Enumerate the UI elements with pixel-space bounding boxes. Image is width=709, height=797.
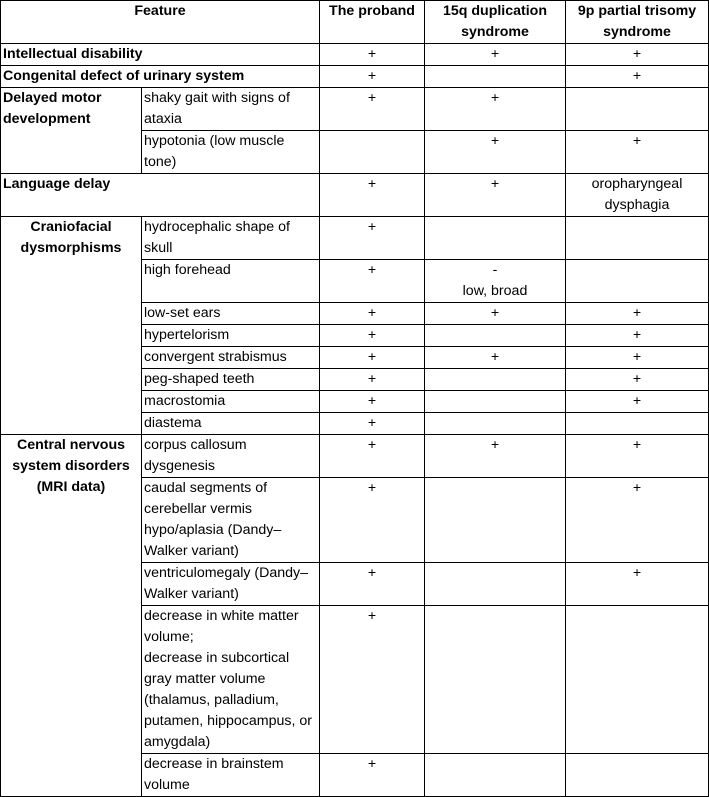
cell-15q: +	[425, 435, 566, 478]
table-row	[1, 44, 709, 66]
cell-9p: +	[566, 435, 709, 478]
cell-9p: +	[566, 303, 709, 325]
cell-9p	[566, 606, 709, 754]
cell-9p	[566, 217, 709, 260]
cell-proband: +	[320, 478, 425, 563]
cell-15q	[425, 325, 566, 347]
sub-label-line-1: decrease in white matter volume;	[144, 608, 299, 645]
cell-15q-mark: -	[492, 262, 498, 278]
header-row	[1, 1, 709, 44]
sub-label	[142, 606, 320, 754]
cell-proband: +	[320, 369, 425, 391]
sub-label: diastema	[142, 413, 320, 435]
cell-9p	[566, 413, 709, 435]
cell-9p	[566, 88, 709, 131]
cell-proband: +	[320, 606, 425, 754]
cell-15q	[425, 217, 566, 260]
cell-15q	[425, 563, 566, 606]
header-proband: The proband	[320, 1, 425, 44]
table-row	[1, 174, 709, 217]
sub-label: decrease in brainstem volume	[142, 754, 320, 797]
cell-15q: +	[425, 88, 566, 131]
cell-9p: +	[566, 391, 709, 413]
cell-proband: +	[320, 88, 425, 131]
group-label-craniofacial: Craniofacial dysmorphisms	[1, 217, 142, 435]
cell-9p	[566, 260, 709, 303]
cell-proband: +	[320, 754, 425, 797]
cell-proband: +	[320, 435, 425, 478]
row-label-urinary-defect: Congenital defect of urinary system	[1, 66, 320, 88]
sub-label: macrostomia	[142, 391, 320, 413]
cell-15q: +	[425, 303, 566, 325]
cell-15q	[425, 413, 566, 435]
header-9p-trisomy: 9p partial trisomy syndrome	[566, 1, 709, 44]
cell-9p: +	[566, 66, 709, 88]
cell-9p: +	[566, 369, 709, 391]
cell-9p: +	[566, 347, 709, 369]
cell-9p: +	[566, 563, 709, 606]
sub-label: hypertelorism	[142, 325, 320, 347]
cell-proband: +	[320, 174, 425, 217]
sub-label: high forehead	[142, 260, 320, 303]
cell-9p	[566, 754, 709, 797]
cell-9p: +	[566, 44, 709, 66]
cell-15q: +	[425, 347, 566, 369]
cell-15q-note: low, broad	[462, 283, 528, 299]
cell-9p: +	[566, 131, 709, 174]
cell-15q: +	[425, 44, 566, 66]
group-label-motor-development: Delayed motor development	[1, 88, 142, 174]
cell-proband: +	[320, 66, 425, 88]
cell-15q	[425, 260, 566, 303]
cell-9p: +	[566, 325, 709, 347]
cell-proband: +	[320, 44, 425, 66]
cell-proband: +	[320, 260, 425, 303]
header-15q-duplication: 15q duplication syndrome	[425, 1, 566, 44]
row-label-language-delay: Language delay	[1, 174, 320, 217]
table-row	[1, 88, 709, 131]
header-feature: Feature	[1, 1, 320, 44]
cell-proband: +	[320, 413, 425, 435]
cell-15q: +	[425, 131, 566, 174]
sub-label: low-set ears	[142, 303, 320, 325]
cell-15q	[425, 754, 566, 797]
sub-label: convergent strabismus	[142, 347, 320, 369]
cell-proband: +	[320, 347, 425, 369]
table-row	[1, 435, 709, 478]
row-label-intellectual-disability: Intellectual disability	[1, 44, 320, 66]
cell-proband: +	[320, 217, 425, 260]
cell-15q	[425, 478, 566, 563]
sub-label-line-2: decrease in subcortical gray matter volume (thalamus, palladium, putamen, hippocampus, or amygdala)	[144, 650, 312, 750]
table-row	[1, 217, 709, 260]
cell-9p: oropharyngeal dysphagia	[566, 174, 709, 217]
sub-label: caudal segments of cerebellar vermis hypo/aplasia (Dandy–Walker variant)	[142, 478, 320, 563]
sub-label: hypotonia (low muscle tone)	[142, 131, 320, 174]
cell-15q	[425, 66, 566, 88]
table-row	[1, 66, 709, 88]
cell-proband: +	[320, 303, 425, 325]
cell-proband: +	[320, 325, 425, 347]
cell-9p: +	[566, 478, 709, 563]
sub-label: ventriculomegaly (Dandy–Walker variant)	[142, 563, 320, 606]
cell-proband	[320, 131, 425, 174]
sub-label: peg-shaped teeth	[142, 369, 320, 391]
sub-label: shaky gait with signs of ataxia	[142, 88, 320, 131]
cell-proband: +	[320, 391, 425, 413]
sub-label: hydrocephalic shape of skull	[142, 217, 320, 260]
sub-label: corpus callosum dysgenesis	[142, 435, 320, 478]
cell-15q: +	[425, 174, 566, 217]
cell-15q	[425, 391, 566, 413]
cell-15q	[425, 606, 566, 754]
cell-15q	[425, 369, 566, 391]
cell-proband: +	[320, 563, 425, 606]
group-label-cns: Central nervous system disorders (MRI data)	[1, 435, 142, 797]
